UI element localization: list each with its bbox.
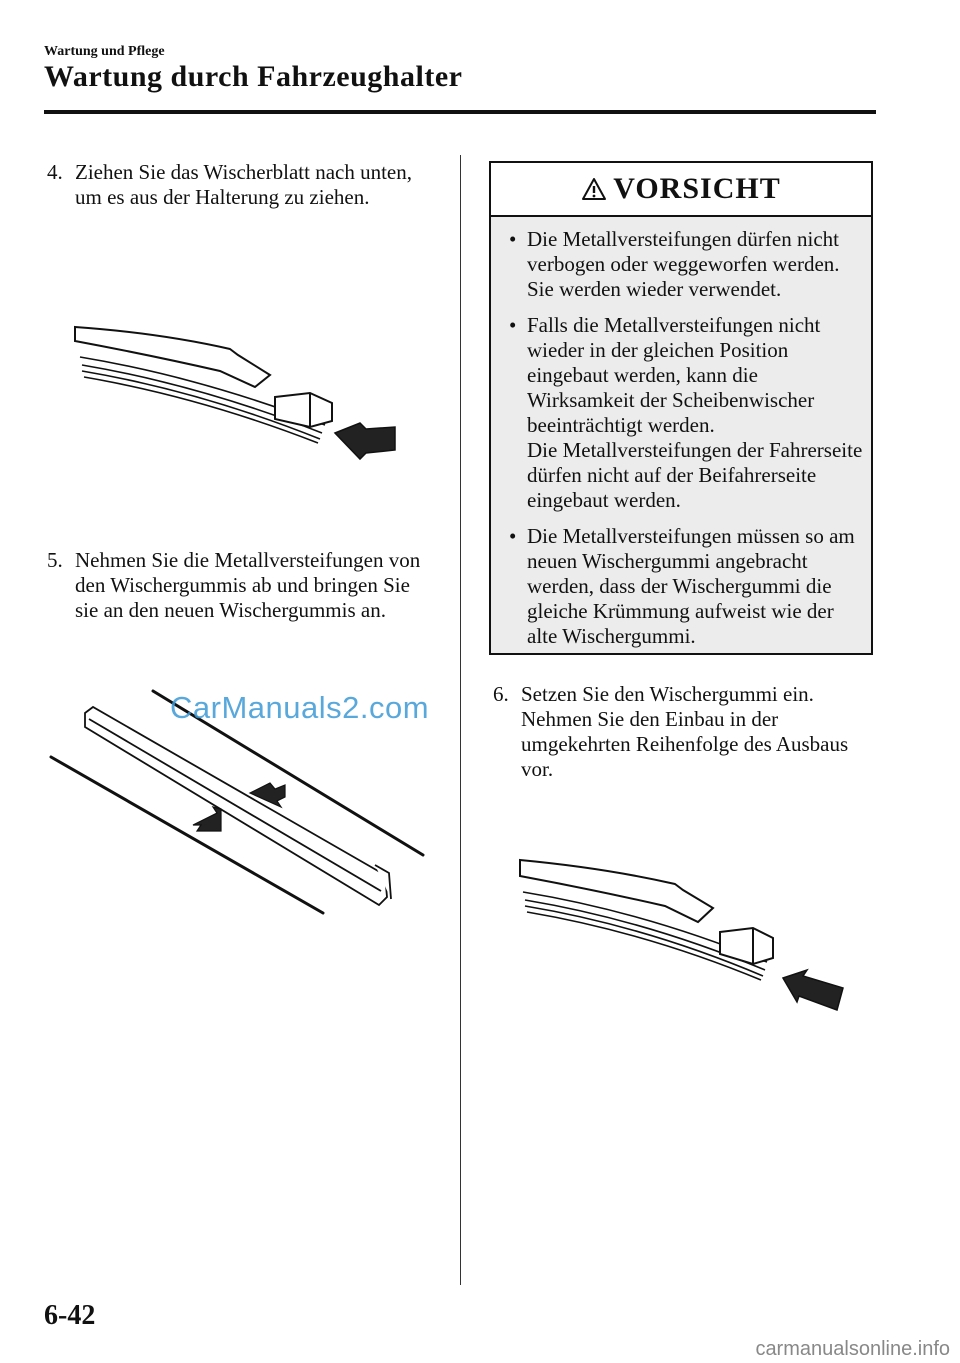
step-text: Ziehen Sie das Wischerblatt nach unten, um es aus der Halterung zu ziehen.: [75, 160, 412, 209]
wiper-blade-removal-illustration: [70, 315, 405, 465]
arrow-down-right-icon: [193, 807, 221, 831]
footer-watermark: carmanualsonline.info: [755, 1338, 950, 1360]
step-5: [47, 548, 437, 623]
caution-list: [491, 217, 871, 649]
caution-header: [491, 163, 871, 217]
step-4: [47, 160, 437, 210]
step-text: Nehmen Sie die Metallversteifungen von den Wischergummis ab und bringen Sie sie an den neuen Wischergummis an.: [75, 548, 421, 622]
caution-title: VORSICHT: [613, 172, 781, 205]
page-title: Wartung durch Fahrzeughalter: [44, 60, 463, 93]
bullet: •: [509, 524, 517, 548]
caution-box: [489, 161, 873, 655]
section-label: Wartung und Pflege: [44, 44, 165, 59]
caution-item-text: Die Metallversteifungen müssen so am neuen Wischergummi angebracht werden, dass der Wischergummi die gleiche Krümmung aufweist wie der alte Wischergummi.: [527, 524, 855, 648]
bullet: •: [509, 313, 517, 337]
step-6: [493, 682, 878, 782]
blade-holder: [720, 928, 773, 964]
caution-item: [505, 524, 863, 649]
caution-item: [505, 313, 863, 513]
warning-triangle-icon: [581, 177, 607, 201]
wiper-arm: [75, 327, 270, 387]
push-arrow-icon: [783, 970, 843, 1010]
watermark-text: CarManuals2.com: [170, 690, 430, 725]
bullet: •: [509, 227, 517, 251]
column-divider: [460, 155, 461, 1285]
step-number: 4.: [47, 160, 63, 184]
caution-item-text: Die Metallversteifungen dürfen nicht verbogen oder weggeworfen werden. Sie werden wieder verwendet.: [527, 227, 840, 301]
title-rule: [44, 110, 876, 114]
wiper-blade-installation-illustration: [515, 850, 850, 1015]
blade-holder: [275, 393, 332, 427]
step-text: Setzen Sie den Wischergummi ein. Nehmen Sie den Einbau in der umgekehrten Reihenfolge des Ausbaus vor.: [521, 682, 849, 781]
wiper-arm: [520, 860, 713, 922]
pull-arrow-icon: [335, 423, 395, 459]
step-number: 5.: [47, 548, 63, 572]
caution-item-text: Falls die Metallversteifungen nicht wieder in der gleichen Position eingebaut werden, kann die Wirksamkeit der Scheibenwischer beeinträchtigt werden.: [527, 313, 821, 437]
caution-item-text: Die Metallversteifungen der Fahrerseite dürfen nicht auf der Beifahrerseite eingebaut werden.: [527, 438, 863, 512]
caution-item: [505, 227, 863, 302]
step-number: 6.: [493, 682, 509, 706]
page-number: 6-42: [44, 1300, 96, 1331]
